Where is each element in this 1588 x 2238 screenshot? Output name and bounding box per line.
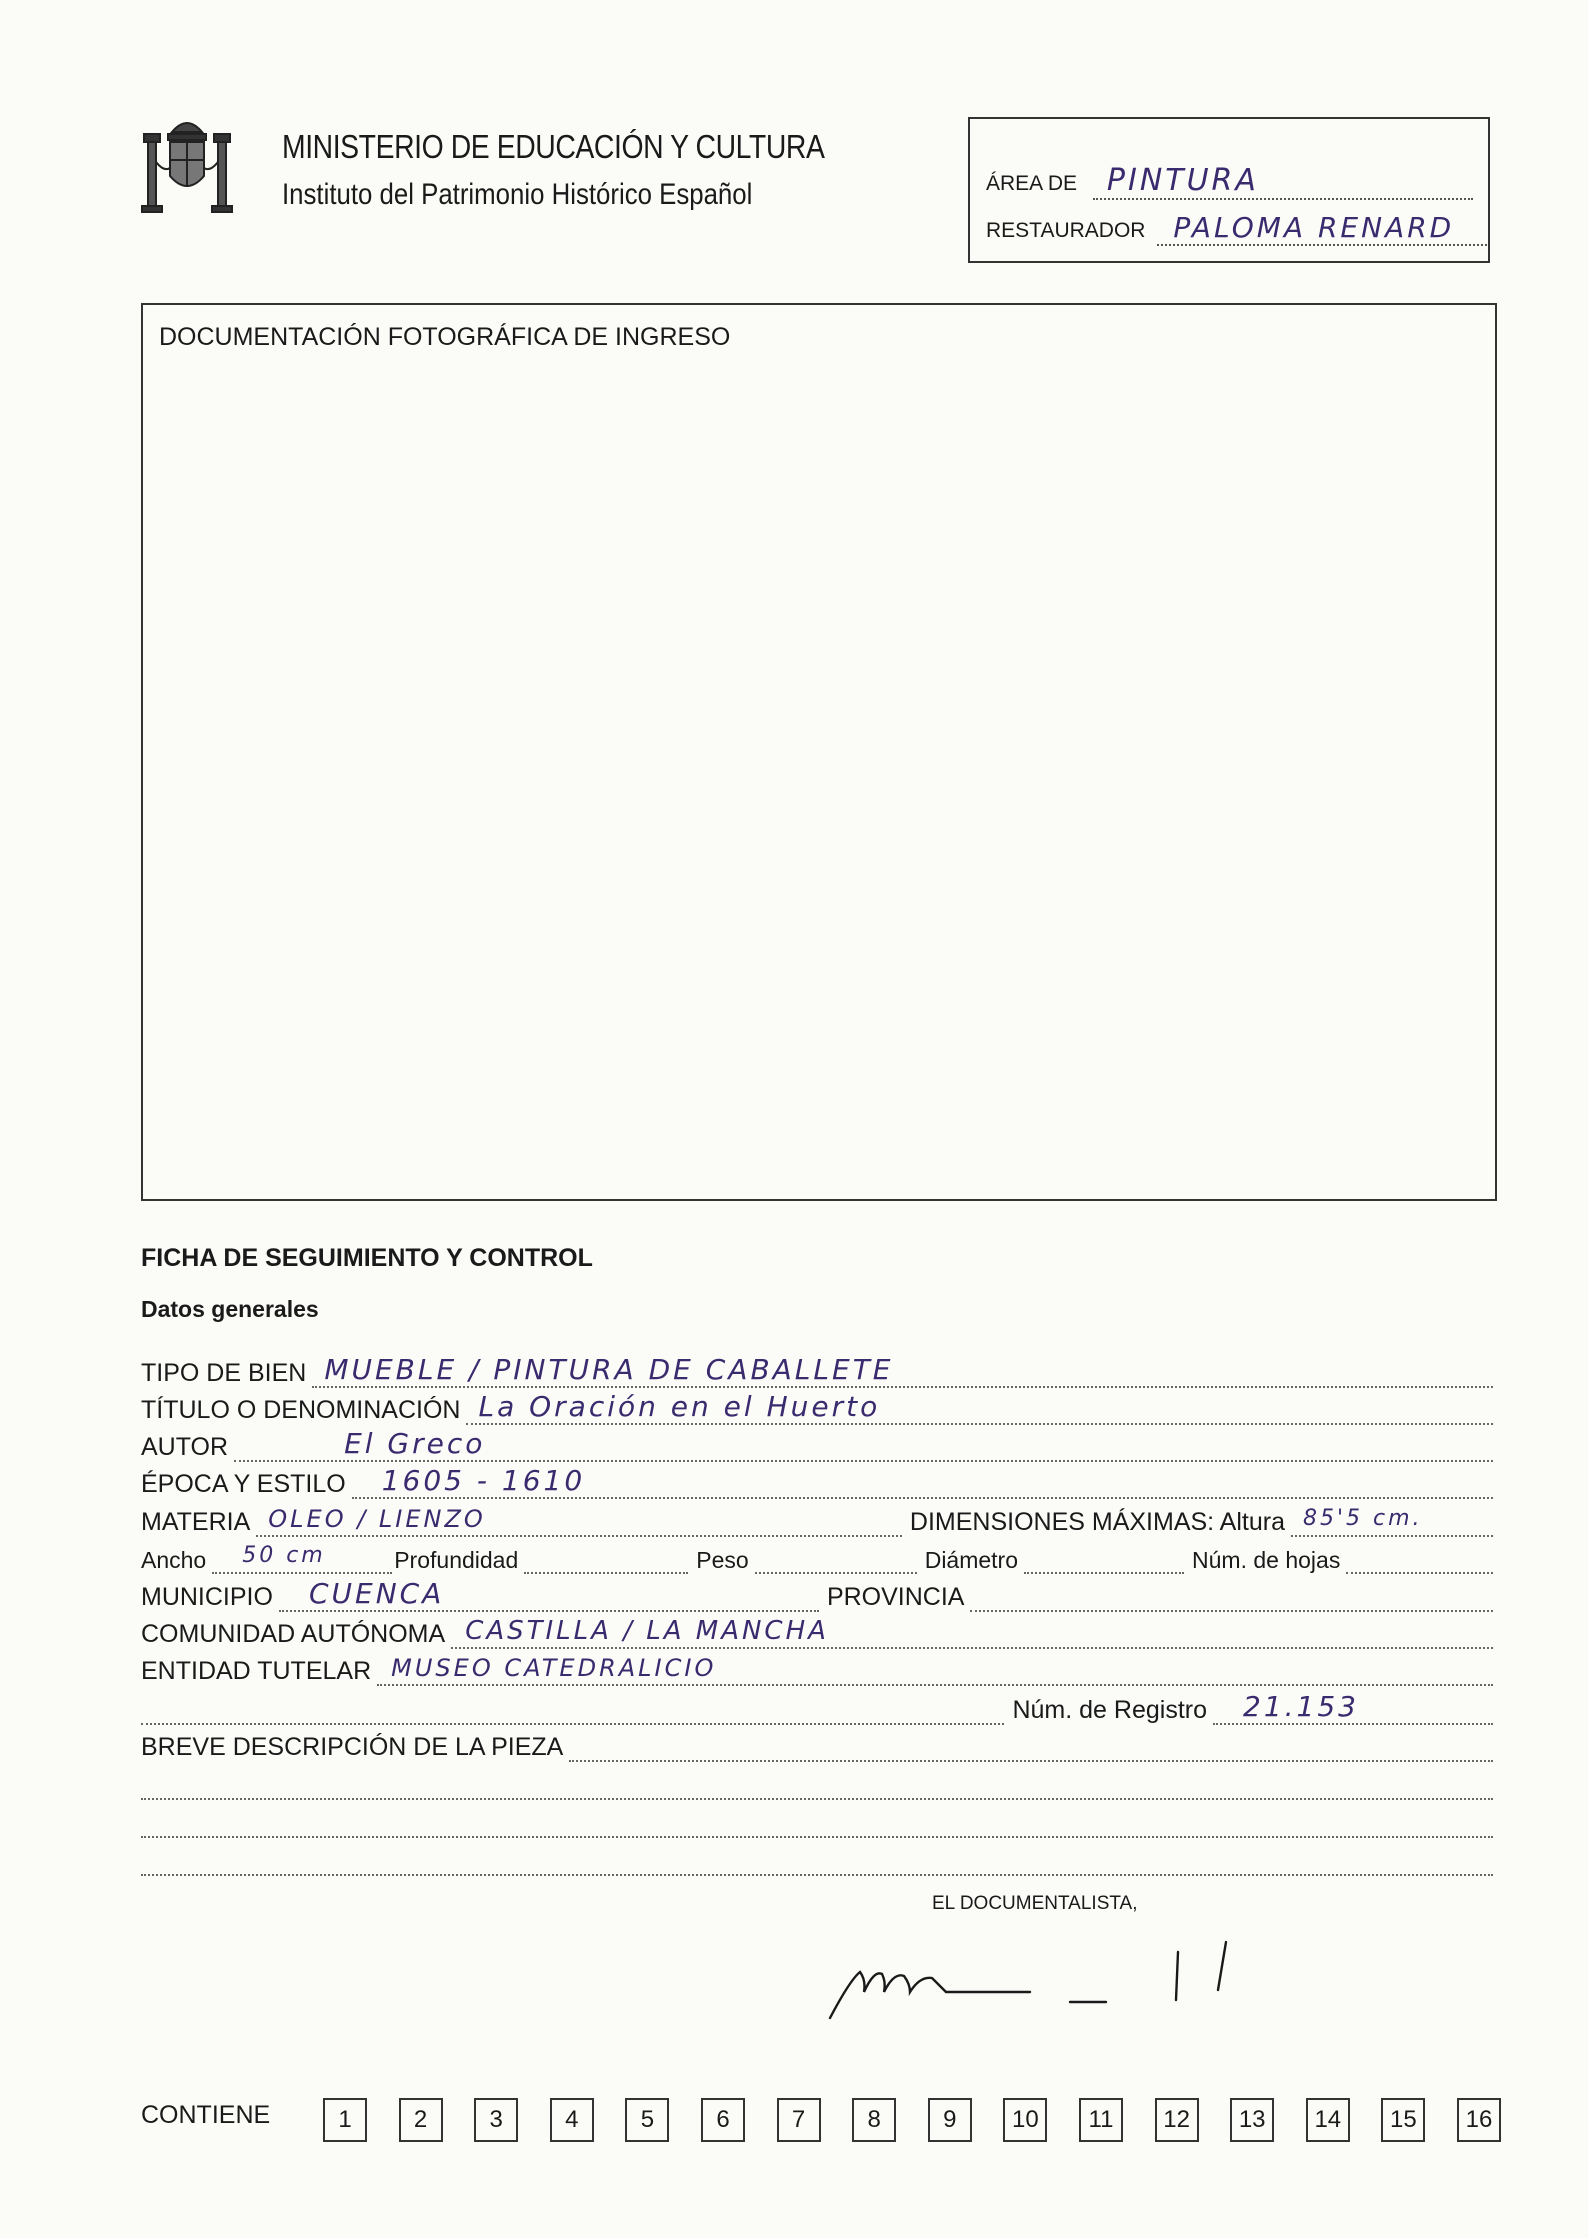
peso-field (755, 1542, 917, 1574)
peso-label: Peso (696, 1547, 749, 1573)
entidad-field (377, 1654, 1493, 1686)
registro-value: 21.153 (1243, 1693, 1359, 1723)
titulo-row (141, 1391, 1493, 1425)
subsection-title: Datos generales (141, 1296, 319, 1322)
area-label: ÁREA DE (986, 172, 1078, 195)
entidad-label: ENTIDAD TUTELAR (141, 1657, 372, 1685)
autor-field (234, 1430, 1493, 1462)
contains-box-8[interactable]: 8 (852, 2098, 896, 2142)
comunidad-row (141, 1615, 1493, 1649)
materia-row (141, 1503, 1493, 1537)
descripcion-line-field (141, 1806, 1493, 1838)
contains-box-9[interactable]: 9 (928, 2098, 972, 2142)
contains-box-16[interactable]: 16 (1457, 2098, 1501, 2142)
materia-label: MATERIA (141, 1508, 251, 1536)
comunidad-field (451, 1617, 1493, 1649)
diametro-label: Diámetro (924, 1547, 1019, 1573)
dimensions-row (141, 1540, 1493, 1574)
autor-value: El Greco (344, 1430, 486, 1460)
contains-box-2[interactable]: 2 (399, 2098, 443, 2142)
titulo-label: TÍTULO O DENOMINACIÓN (141, 1396, 461, 1424)
restaurador-label: RESTAURADOR (986, 219, 1146, 242)
registro-label: Núm. de Registro (1012, 1696, 1207, 1724)
area-value: PINTURA (1106, 163, 1259, 198)
provincia-field (970, 1580, 1493, 1612)
epoca-label: ÉPOCA Y ESTILO (141, 1470, 346, 1498)
titulo-field (466, 1393, 1493, 1425)
municipio-label: MUNICIPIO (141, 1583, 273, 1611)
descripcion-field (569, 1730, 1493, 1762)
contains-box-13[interactable]: 13 (1230, 2098, 1274, 2142)
materia-field (256, 1505, 902, 1537)
contains-box-1[interactable]: 1 (323, 2098, 367, 2142)
photo-section-title: DOCUMENTACIÓN FOTOGRÁFICA DE INGRESO (159, 323, 731, 351)
entidad-row (141, 1652, 1493, 1686)
area-field (986, 163, 1473, 200)
institute-name: Instituto del Patrimonio Histórico Español (282, 178, 753, 211)
contains-box-3[interactable]: 3 (474, 2098, 518, 2142)
contains-box-4[interactable]: 4 (550, 2098, 594, 2142)
tipo-value: MUEBLE / PINTURA DE CABALLETE (324, 1356, 894, 1386)
contains-box-11[interactable]: 11 (1079, 2098, 1123, 2142)
registro-row (141, 1691, 1493, 1725)
comunidad-label: COMUNIDAD AUTÓNOMA (141, 1620, 446, 1648)
descripcion-line (141, 1842, 1493, 1876)
epoca-row (141, 1465, 1493, 1499)
epoca-field (352, 1467, 1493, 1499)
contains-box-15[interactable]: 15 (1381, 2098, 1425, 2142)
comunidad-value: CASTILLA / LA MANCHA (465, 1617, 829, 1646)
registro-blank-field (141, 1693, 1004, 1725)
restaurador-field (986, 211, 1487, 246)
profundidad-field (524, 1542, 688, 1574)
autor-row (141, 1428, 1493, 1462)
area-box (968, 117, 1490, 263)
contains-box-6[interactable]: 6 (701, 2098, 745, 2142)
contains-box-10[interactable]: 10 (1003, 2098, 1047, 2142)
photo-documentation-box (141, 303, 1497, 1201)
entidad-value: MUSEO CATEDRALICIO (391, 1654, 717, 1682)
ministry-name: MINISTERIO DE EDUCACIÓN Y CULTURA (282, 128, 825, 165)
contains-box-7[interactable]: 7 (777, 2098, 821, 2142)
dimensiones-label: DIMENSIONES MÁXIMAS: Altura (909, 1508, 1285, 1536)
municipio-row (141, 1578, 1493, 1612)
tipo-row (141, 1354, 1493, 1388)
hojas-field (1346, 1542, 1493, 1574)
contains-label: CONTIENE (141, 2101, 271, 2129)
documentalista-label: EL DOCUMENTALISTA, (932, 1893, 1138, 1914)
municipio-value: CUENCA (308, 1580, 445, 1610)
restaurador-value: PALOMA RENARD (1173, 211, 1455, 244)
tipo-field (312, 1356, 1493, 1388)
section-title: FICHA DE SEGUIMIENTO Y CONTROL (141, 1244, 593, 1272)
descripcion-label: BREVE DESCRIPCIÓN DE LA PIEZA (141, 1733, 564, 1761)
descripcion-line-field (141, 1768, 1493, 1800)
ancho-field (212, 1542, 392, 1574)
municipio-field (279, 1580, 819, 1612)
provincia-label: PROVINCIA (826, 1583, 965, 1611)
coat-of-arms-icon (138, 112, 236, 216)
epoca-value: 1605 - 1610 (381, 1467, 586, 1497)
handwritten-signature (820, 1930, 1240, 2030)
ancho-value: 50 cm (242, 1543, 326, 1568)
contains-box-12[interactable]: 12 (1155, 2098, 1199, 2142)
materia-value: OLEO / LIENZO (268, 1505, 486, 1533)
registro-field (1213, 1693, 1493, 1725)
hojas-label: Núm. de hojas (1192, 1547, 1341, 1573)
altura-value: 85'5 cm. (1303, 1506, 1423, 1531)
diametro-field (1024, 1542, 1184, 1574)
descripcion-row (141, 1728, 1493, 1762)
descripcion-line-field (141, 1844, 1493, 1876)
ancho-label: Ancho (141, 1547, 207, 1573)
contains-box-5[interactable]: 5 (625, 2098, 669, 2142)
tipo-label: TIPO DE BIEN (141, 1359, 307, 1387)
descripcion-line (141, 1804, 1493, 1838)
titulo-value: La Oración en el Huerto (478, 1393, 881, 1423)
descripcion-line (141, 1766, 1493, 1800)
profundidad-label: Profundidad (394, 1547, 519, 1573)
altura-field (1291, 1505, 1493, 1537)
contains-box-14[interactable]: 14 (1306, 2098, 1350, 2142)
autor-label: AUTOR (141, 1433, 229, 1461)
